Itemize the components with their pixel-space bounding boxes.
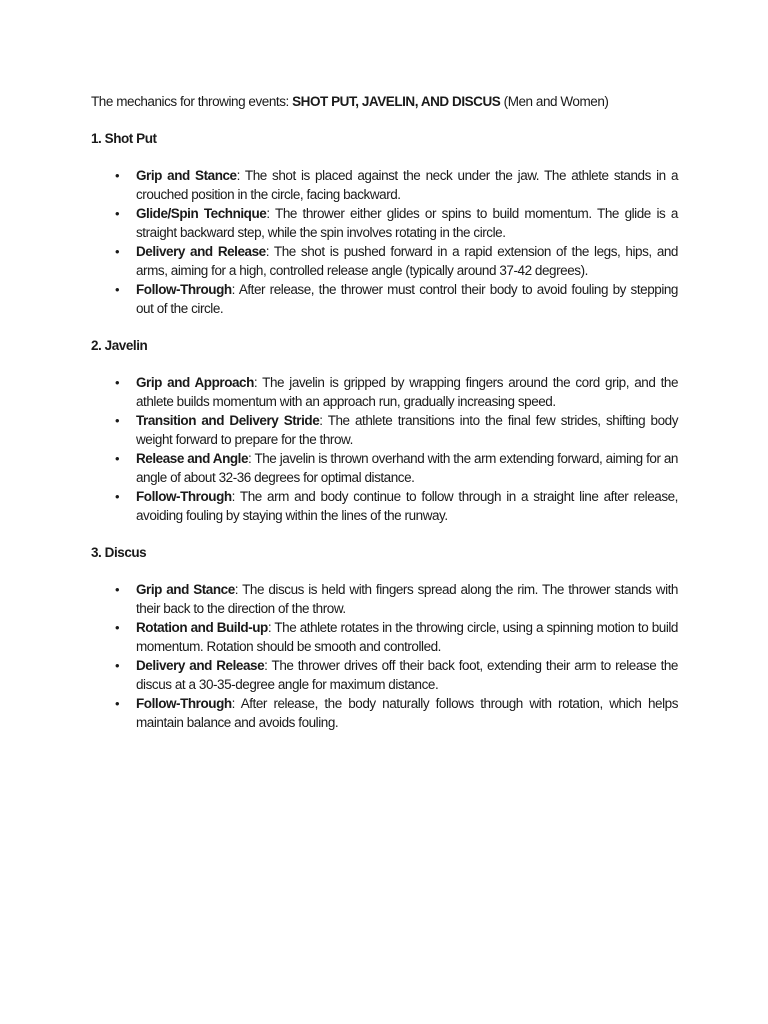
item-term: Delivery and Release [136,658,265,673]
item-text: : The discus is held with fingers spread along the rim. The thrower stands with their back to the direction of the throw. [136,582,678,616]
bullet-icon: • [115,489,120,504]
item-text: : The javelin is gripped by wrapping fingers around the cord grip, and the athlete builds momentum with an approach run, gradually increasing speed. [136,375,679,409]
item-text: : The thrower drives off their back foot, extending their arm to release the discus at a 30-35-degree angle for maximum distance. [136,658,678,692]
item-term: Transition and Delivery Stride [136,413,320,428]
item-text: : After release, the body naturally follows through with rotation, which helps maintain balance and avoids fouling. [136,696,678,730]
bullet-icon: • [115,206,120,221]
bullet-icon: • [115,413,120,428]
bullet-icon: • [115,282,120,297]
shot-put-list [91,166,678,318]
item-text: : The athlete rotates in the throwing circle, using a spinning motion to build momentum. Rotation should be smooth and controlled. [136,620,678,654]
list-item [115,373,679,411]
bullet-icon: • [115,696,120,711]
item-term: Follow-Through [136,489,232,504]
list-item [115,280,678,318]
list-item [115,411,678,449]
item-term: Glide/Spin Technique [136,206,267,221]
intro-events: SHOT PUT, JAVELIN, AND DISCUS [292,94,501,109]
intro-prefix: The mechanics for throwing events: [91,94,293,109]
bullet-icon: • [115,375,120,390]
intro-suffix: (Men and Women) [500,94,609,109]
item-term: Delivery and Release [136,244,266,259]
list-item [115,656,678,694]
item-term: Rotation and Build-up [136,620,268,635]
intro-paragraph [91,92,678,111]
item-term: Follow-Through [136,282,232,297]
bullet-icon: • [115,582,120,597]
section-heading-javelin: 2. Javelin [91,338,148,353]
discus-list [91,580,678,732]
javelin-list [91,373,678,525]
list-item [115,487,678,525]
item-text: : After release, the thrower must control their body to avoid fouling by stepping out of the circle. [136,282,678,316]
list-item [115,204,678,242]
list-item [115,242,678,280]
item-term: Grip and Stance [136,168,237,183]
list-item [115,449,678,487]
bullet-icon: • [115,168,120,183]
item-text: : The shot is pushed forward in a rapid extension of the legs, hips, and arms, aiming for a high, controlled release angle (typically around 37-42 degrees). [136,244,678,278]
bullet-icon: • [115,620,120,635]
item-term: Grip and Approach [136,375,254,390]
list-item [115,618,678,656]
item-term: Release and Angle [136,451,249,466]
list-item [115,166,679,204]
list-item [115,694,678,732]
item-term: Follow-Through [136,696,232,711]
bullet-icon: • [115,451,120,466]
bullet-icon: • [115,244,120,259]
bullet-icon: • [115,658,120,673]
item-text: : The javelin is thrown overhand with the arm extending forward, aiming for an angle of about 32-36 degrees for optimal distance. [136,451,678,485]
item-term: Grip and Stance [136,582,235,597]
document-page [91,92,678,750]
section-heading-shot-put: 1. Shot Put [91,131,157,146]
item-text: : The arm and body continue to follow through in a straight line after release, avoiding fouling by staying within the lines of the runway. [136,489,678,523]
item-text: : The athlete transitions into the final few strides, shifting body weight forward to prepare for the throw. [136,413,678,447]
list-item [115,580,678,618]
item-text: : The shot is placed against the neck under the jaw. The athlete stands in a crouched position in the circle, facing backward. [136,168,679,202]
item-text: : The thrower either glides or spins to build momentum. The glide is a straight backward step, while the spin involves rotating in the circle. [136,206,678,240]
section-heading-discus: 3. Discus [91,545,147,560]
